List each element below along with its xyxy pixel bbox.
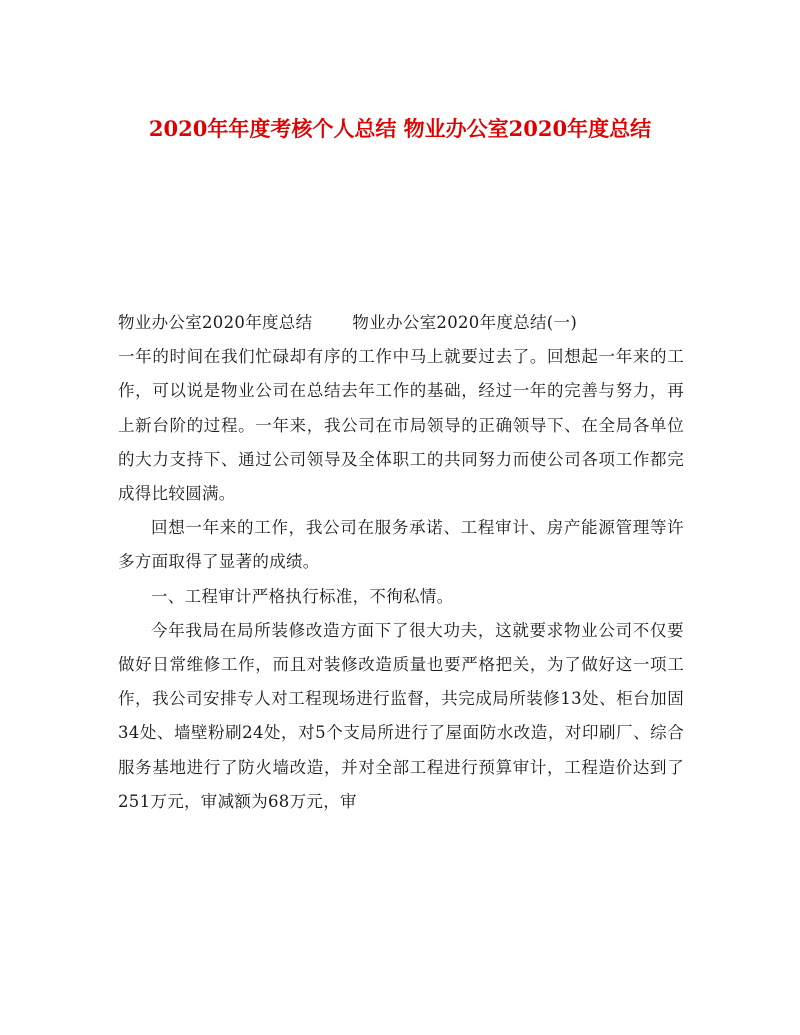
paragraph-1: 一年的时间在我们忙碌却有序的工作中马上就要过去了。回想起一年来的工作，可以说是物业公司在总结去年工作的基础，经过一年的完善与努力，再上新台阶的过程。一年来，我公司在市局领导的正确领导下、在全局各单位的大力支持下、通过公司领导及全体职工的共同努力而使公司各项工作都完成得比较圆满。 xyxy=(118,347,684,504)
paragraph-2: 回想一年来的工作，我公司在服务承诺、工程审计、房产能源管理等许多方面取得了显著的成绩。 xyxy=(118,518,684,572)
heading-line xyxy=(118,306,684,340)
heading-part-2: 物业办公室2020年度总结(一) xyxy=(352,313,578,332)
section-heading-1: 一、工程审计严格执行标准，不徇私情。 xyxy=(151,586,454,606)
document-body xyxy=(118,306,684,819)
paragraph-3: 今年我局在局所装修改造方面下了很大功夫，这就要求物业公司不仅要做好日常维修工作，而且对装修改造质量也要严格把关，为了做好这一项工作，我公司安排专人对工程现场进行监督，共完成局所装修13处、柜台加固34处、墙壁粉刷24处，对5个支局所进行了屋面防水改造，对印刷厂、综合服务基地进行了防火墙改造，并对全部工程进行预算审计，工程造价达到了251万元，审减额为68万元，审 xyxy=(118,620,684,811)
heading-part-1: 物业办公室2020年度总结 xyxy=(118,313,313,332)
document-title: 2020年年度考核个人总结 物业办公室2020年度总结 xyxy=(148,116,652,141)
